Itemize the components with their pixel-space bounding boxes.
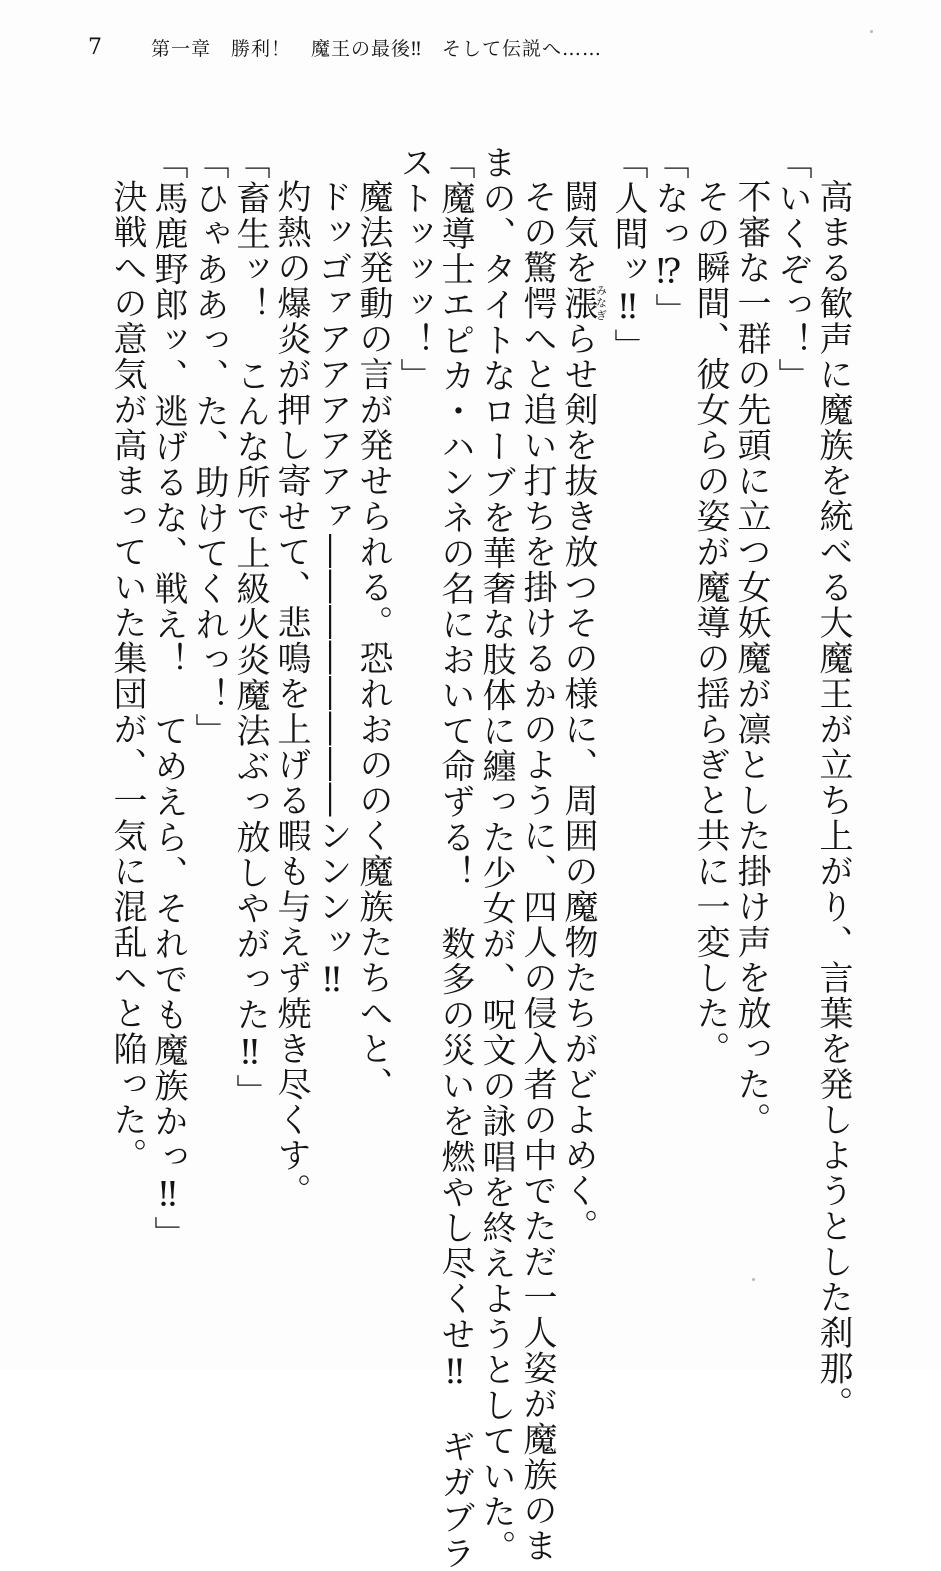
text-line: ストッッッ！」: [394, 145, 434, 394]
text-line: 「魔導士エピカ・ハンネの名において命ずる！ 数多の災いを燃やし尽くせ‼ ギガブラ: [435, 145, 475, 1571]
text-line: 決戦への意気が高まっていた集団が、一気に混乱へと陥った。: [107, 179, 147, 1173]
text-line: その瞬間、彼女らの姿が魔導の揺らぎと共に一変した。: [690, 179, 730, 1067]
text-line: ドッゴァアアアアアァ――――――――ンンンッ‼: [312, 179, 352, 1002]
ruby-annotation: 漲みなぎ: [558, 284, 608, 322]
text-line: まの、タイトなローブを華奢な肢体に纏った少女が、呪文の詠唱を終えようとしていた。: [476, 145, 516, 1565]
text-line: 「畜生ッ！ こんな所で上級火炎魔法ぶっ放しやがった‼」: [230, 145, 270, 1110]
running-title: 第一章 勝利！ 魔王の最後‼ そして伝説へ……: [151, 37, 603, 60]
text-line: 「いくぞっ！」: [772, 145, 812, 394]
text-line: 「なっ⁉」: [649, 145, 689, 329]
page-number: 7: [88, 34, 103, 60]
text-line: 灼熱の爆炎が押し寄せて、悲鳴を上げる暇も与えず焼き尽くす。: [271, 179, 311, 1209]
text-line: 高まる歓声に魔族を統べる大魔王が立ち上がり、言葉を発しようとした刹那。: [813, 179, 853, 1422]
text-line: 「ひゃああっ、た、助けてくれっ！」: [189, 145, 229, 749]
text-line: 魔法発動の言が発せられる。恐れおののく魔族たちへと、: [353, 179, 393, 1102]
text-line: 不審な一群の先頭に立つ女妖魔が凛とした掛け声を放った。: [731, 179, 771, 1138]
text-segment: らせ剣を抜き放つその様に、周囲の魔物たちがどよめく。: [558, 321, 598, 1244]
text-line: その驚愕へと追い打ちを掛けるかのように、四人の侵入者の中でただ一人姿が魔族のま: [517, 179, 557, 1564]
page-header: [88, 30, 602, 64]
vertical-body-text: [106, 145, 853, 1571]
paper-speck: [752, 1278, 755, 1281]
text-segment: 闘気を: [558, 179, 598, 286]
text-line-with-ruby: [557, 145, 607, 1275]
text-line: 「人間ッ‼」: [608, 145, 648, 364]
paper-speck: [870, 30, 873, 33]
text-line: 「馬鹿野郎ッ、逃げるな、戦え！ てめえら、それでも魔族かっ‼」: [148, 145, 188, 1252]
